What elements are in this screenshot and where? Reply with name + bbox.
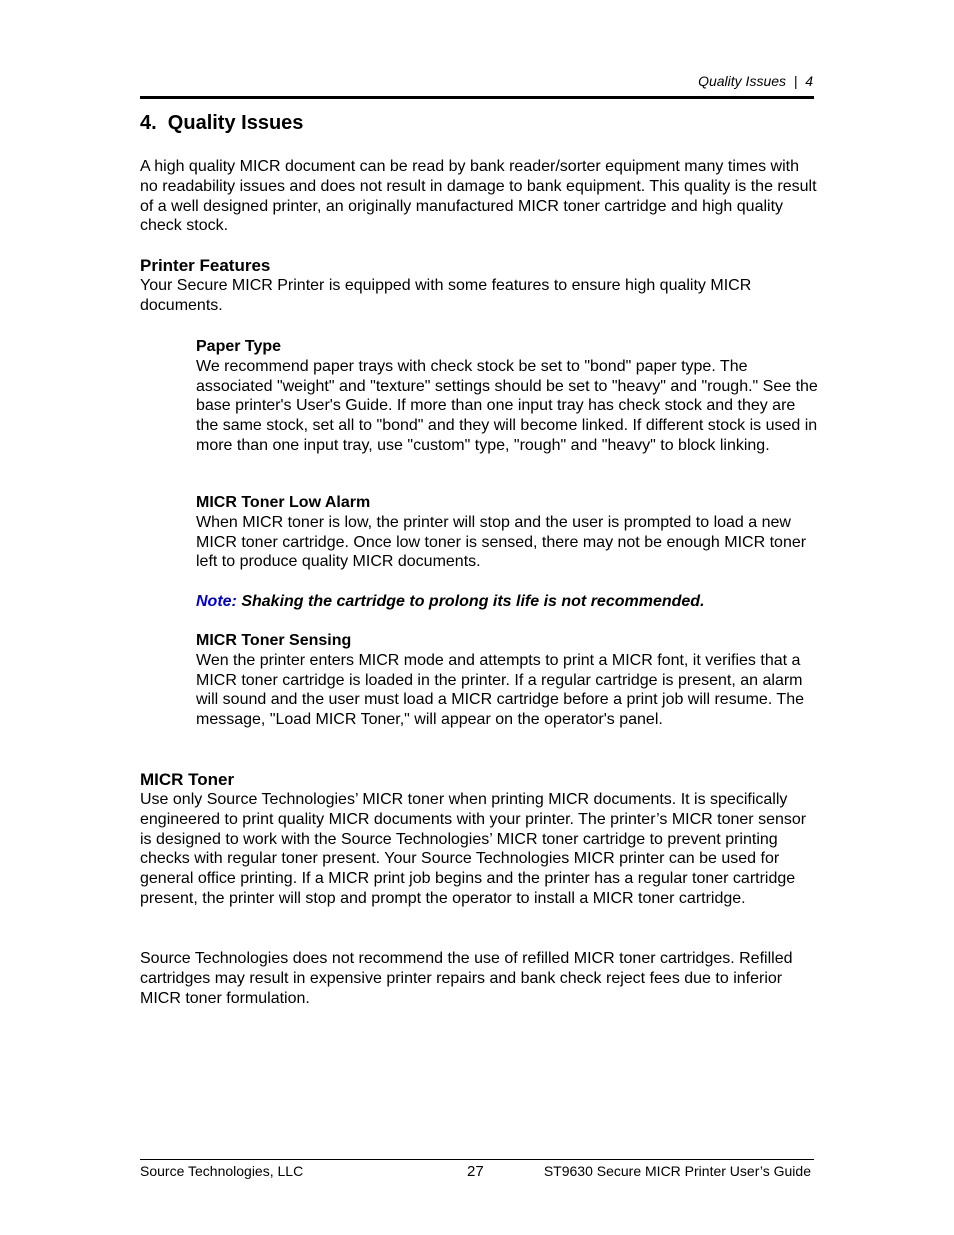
printer-features-heading: Printer Features (140, 256, 271, 275)
note-text: Shaking the cartridge to prolong its life is not recommended. (236, 593, 705, 610)
paper-type-text: We recommend paper trays with check stock be set to "bond" paper type. The associated "weight" and "texture" settings should be set to "heavy" and "rough." See the base printer's User's Guide. If more than one input tray has check stock and they are the same stock, set all to "bond" and they will become linked. If different stock is used in more than one input tray, use "custom" type, "rough" and "heavy" to block linking. (196, 357, 818, 454)
micr-toner-paragraph-2: Source Technologies does not recommend the use of refilled MICR toner cartridges. Refilled cartridges may result in expensive printer repairs and bank check reject fees due to inferior MICR toner formulation. (140, 950, 793, 1007)
micr-toner-section (140, 770, 820, 909)
footer-company: Source Technologies, LLC (140, 1163, 304, 1179)
low-alarm-heading: MICR Toner Low Alarm (196, 494, 371, 511)
running-header: Quality Issues | 4 (698, 73, 813, 89)
low-alarm-section (196, 493, 820, 572)
note-label: Note: (196, 593, 237, 610)
footer-page-number: 27 (467, 1163, 484, 1180)
note (196, 592, 820, 612)
sensing-heading: MICR Toner Sensing (196, 632, 352, 649)
footer-guide-title: ST9630 Secure MICR Printer User’s Guide (543, 1163, 811, 1179)
printer-features-text: Your Secure MICR Printer is equipped with some features to ensure high quality MICR documents. (140, 277, 752, 314)
micr-toner-heading: MICR Toner (140, 770, 235, 789)
sensing-text: Wen the printer enters MICR mode and attempts to print a MICR font, it verifies that a MICR toner cartridge is loaded in the printer. If a regular cartridge is present, an alarm will sound and the user must load a MICR cartridge before a print job will resume. The message, "Load MICR Toner," will appear on the operator's panel. (196, 651, 804, 729)
header-rule (140, 96, 814, 99)
footer-rule (140, 1159, 814, 1160)
paper-type-heading: Paper Type (196, 338, 282, 355)
intro-paragraph: A high quality MICR document can be read by bank reader/sorter equipment many times with no readability issues and does not result in damage to bank equipment. This quality is the result of a well designed printer, an originally manufactured MICR toner cartridge and high quality check stock. (140, 158, 817, 235)
micr-toner-paragraph-1: Use only Source Technologies’ MICR toner when printing MICR documents. It is specifically engineered to print quality MICR documents with your printer. The printer’s MICR toner sensor is designed to work with the Source Technologies’ MICR toner cartridge to prevent printing checks with regular toner present. Your Source Technologies MICR printer can be used for general office printing. If a MICR print job begins and the printer has a regular toner cartridge present, the printer will stop and prompt the operator to install a MICR toner cartridge. (140, 791, 807, 907)
printer-features-section (140, 256, 820, 316)
sensing-section (196, 631, 820, 730)
chapter-title: 4. Quality Issues (140, 112, 304, 134)
low-alarm-text: When MICR toner is low, the printer will stop and the user is prompted to load a new MICR toner cartridge. Once low toner is sensed, there may not be enough MICR toner left to produce quality MICR documents. (196, 513, 807, 571)
paper-type-section (196, 337, 820, 456)
